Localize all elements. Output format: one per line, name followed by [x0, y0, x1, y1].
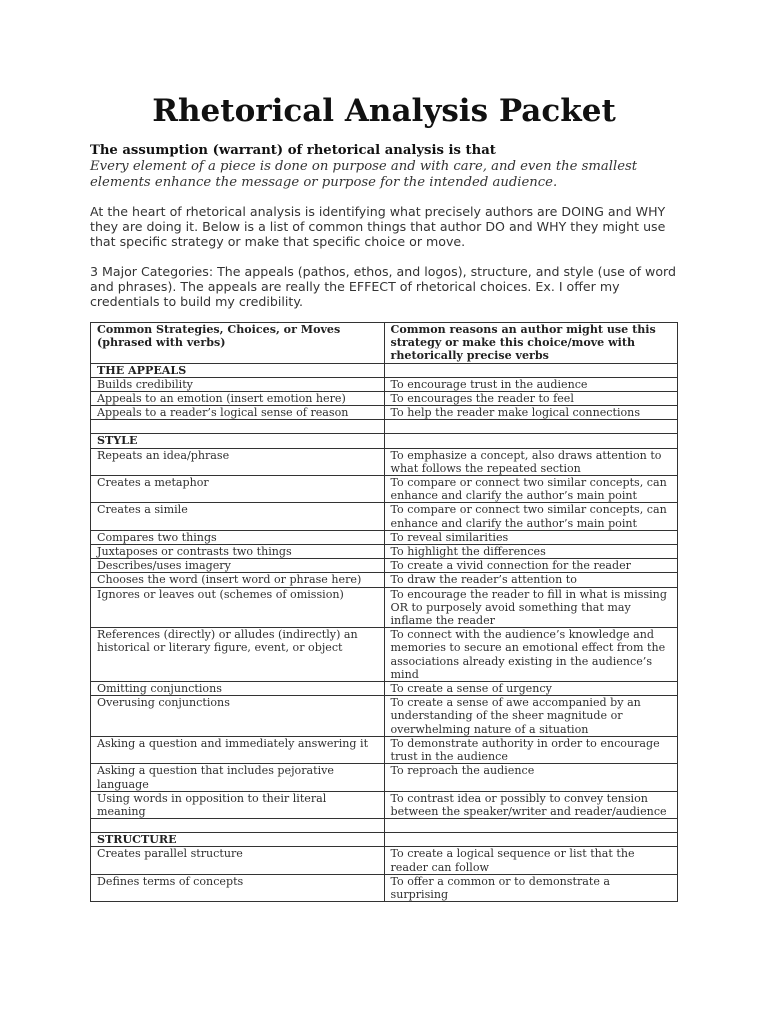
- reason-cell: To connect with the audience’s knowledge and memories to secure an emotional effect from the associations already existing in the audience’s mind: [384, 628, 678, 682]
- table-row: [91, 587, 678, 628]
- section-title: STRUCTURE: [91, 833, 385, 847]
- reason-cell: To encourages the reader to feel: [384, 392, 678, 406]
- page-title: Rhetorical Analysis Packet: [152, 93, 616, 129]
- header-strategies: Common Strategies, Choices, or Moves (phrased with verbs): [91, 323, 385, 364]
- reason-cell: To reveal similarities: [384, 530, 678, 544]
- table-row: [91, 448, 678, 475]
- table-row: [91, 503, 678, 530]
- strategy-cell: Overusing conjunctions: [91, 696, 385, 737]
- reason-cell: To offer a common or to demonstrate a surprising: [384, 874, 678, 901]
- table-row: [91, 764, 678, 791]
- section-row: [91, 363, 678, 377]
- strategy-cell: Compares two things: [91, 530, 385, 544]
- table-row: [91, 628, 678, 682]
- table-row: [91, 476, 678, 503]
- categories-paragraph: 3 Major Categories: The appeals (pathos, ethos, and logos), structure, and style (use of word and phrases). The appeals are really the EFFECT of rhetorical choices. Ex. I offer my credentials to build my credibility.: [90, 264, 676, 310]
- table-row: [91, 874, 678, 901]
- reason-cell: To compare or connect two similar concepts, can enhance and clarify the author’s main point: [384, 476, 678, 503]
- reason-cell: To create a sense of urgency: [384, 682, 678, 696]
- strategy-cell: Describes/uses imagery: [91, 559, 385, 573]
- reason-cell: To draw the reader’s attention to: [384, 573, 678, 587]
- table-row: [91, 530, 678, 544]
- strategy-cell: Using words in opposition to their literal meaning: [91, 791, 385, 818]
- table-row: [91, 392, 678, 406]
- reason-cell: To encourage the reader to fill in what is missing OR to purposely avoid something that may inflame the reader: [384, 587, 678, 628]
- header-reasons: Common reasons an author might use this strategy or make this choice/move with rhetorically precise verbs: [384, 323, 678, 364]
- table-row: [91, 791, 678, 818]
- strategy-cell: Defines terms of concepts: [91, 874, 385, 901]
- section-title: THE APPEALS: [91, 363, 385, 377]
- reason-cell: To compare or connect two similar concepts, can enhance and clarify the author’s main point: [384, 503, 678, 530]
- assumption-block: [90, 143, 680, 191]
- table-row: [91, 377, 678, 391]
- strategy-cell: Omitting conjunctions: [91, 682, 385, 696]
- assumption-lead: The assumption (warrant) of rhetorical analysis is that: [90, 143, 496, 158]
- section-row: [91, 434, 678, 448]
- table-row: [91, 406, 678, 420]
- strategy-cell: Chooses the word (insert word or phrase here): [91, 573, 385, 587]
- strategy-cell: Creates a metaphor: [91, 476, 385, 503]
- assumption-quote: Every element of a piece is done on purpose and with care, and even the smallest elements enhance the message or purpose for the intended audience.: [90, 159, 638, 190]
- reason-cell: To reproach the audience: [384, 764, 678, 791]
- table-row: [91, 696, 678, 737]
- strategy-cell: References (directly) or alludes (indirectly) an historical or literary figure, event, or object: [91, 628, 385, 682]
- table-row: [91, 682, 678, 696]
- strategy-cell: Builds credibility: [91, 377, 385, 391]
- strategy-cell: Creates parallel structure: [91, 847, 385, 874]
- reason-cell: To highlight the differences: [384, 545, 678, 559]
- strategies-table: [90, 322, 678, 902]
- strategy-cell: Asking a question that includes pejorative language: [91, 764, 385, 791]
- spacer-row: [91, 420, 678, 434]
- strategy-cell: Juxtaposes or contrasts two things: [91, 545, 385, 559]
- reason-cell: To create a sense of awe accompanied by an understanding of the sheer magnitude or overwhelming nature of a situation: [384, 696, 678, 737]
- reason-cell: To help the reader make logical connections: [384, 406, 678, 420]
- reason-cell: To contrast idea or possibly to convey tension between the speaker/writer and reader/audience: [384, 791, 678, 818]
- intro-paragraph: At the heart of rhetorical analysis is identifying what precisely authors are DOING and WHY they are doing it. Below is a list of common things that author DO and WHY they might use that specific strategy or make that specific choice or move.: [90, 204, 666, 250]
- strategy-cell: Creates a simile: [91, 503, 385, 530]
- reason-cell: To create a logical sequence or list that the reader can follow: [384, 847, 678, 874]
- strategy-cell: Repeats an idea/phrase: [91, 448, 385, 475]
- strategy-cell: Appeals to a reader’s logical sense of reason: [91, 406, 385, 420]
- table-row: [91, 559, 678, 573]
- section-row: [91, 833, 678, 847]
- strategy-cell: Appeals to an emotion (insert emotion here): [91, 392, 385, 406]
- section-title: STYLE: [91, 434, 385, 448]
- table-row: [91, 736, 678, 763]
- reason-cell: To emphasize a concept, also draws attention to what follows the repeated section: [384, 448, 678, 475]
- table-header-row: [91, 323, 678, 364]
- table-row: [91, 573, 678, 587]
- strategy-cell: Asking a question and immediately answering it: [91, 736, 385, 763]
- reason-cell: To create a vivid connection for the reader: [384, 559, 678, 573]
- table-row: [91, 545, 678, 559]
- table-row: [91, 847, 678, 874]
- reason-cell: To encourage trust in the audience: [384, 377, 678, 391]
- strategy-cell: Ignores or leaves out (schemes of omission): [91, 587, 385, 628]
- reason-cell: To demonstrate authority in order to encourage trust in the audience: [384, 736, 678, 763]
- spacer-row: [91, 819, 678, 833]
